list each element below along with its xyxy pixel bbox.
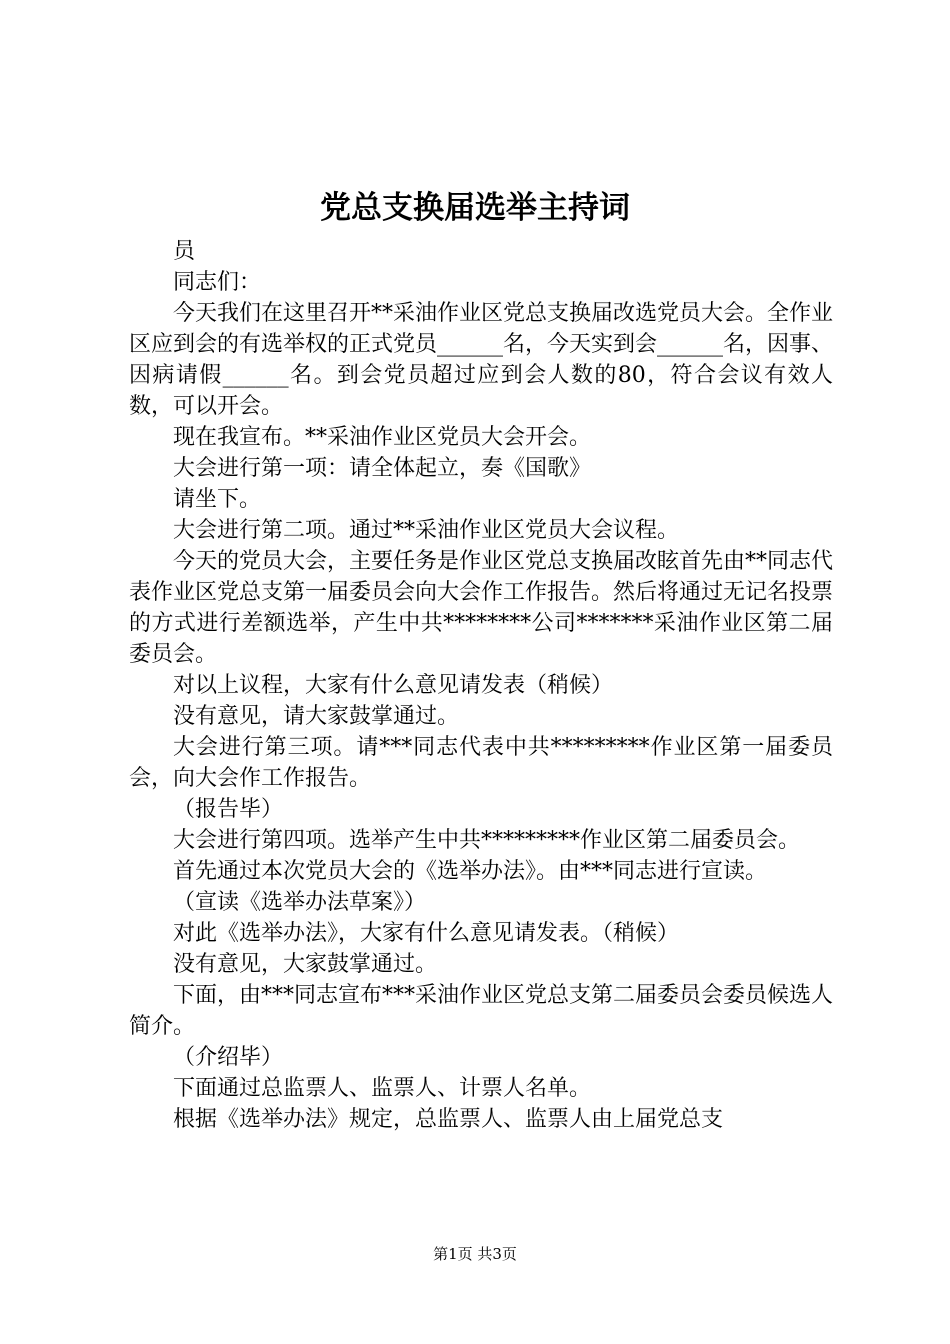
paragraph-9: 对以上议程，大家有什么意见请发表（稍候） [173,673,614,698]
paragraph-11: 大会进行第三项。请***同志代表中共*********作业区第一届委员会，向大会作工作报告。 [129,735,833,791]
paragraph-10: 没有意见，请大家鼓掌通过。 [173,704,460,729]
document-title: 党总支换届选举主持词 [320,190,630,226]
paragraph-14: 首先通过本次党员大会的《选举办法》。由***同志进行宣读。 [173,859,768,884]
paragraph-17: 没有意见，大家鼓掌通过。 [173,952,438,977]
paragraph-2: 同志们： [173,270,262,295]
paragraph-13: 大会进行第四项。选举产生中共*********作业区第二届委员会。 [173,828,801,853]
paragraph-12: （报告毕） [173,797,284,822]
paragraph-20: 下面通过总监票人、监票人、计票人名单。 [173,1076,592,1101]
paragraph-5: 大会进行第一项：请全体起立，奏《国歌》 [173,456,592,481]
paragraph-8: 今天的党员大会，主要任务是作业区党总支换届改眩首先由**同志代表作业区党总支第一届委员会向大会作工作报告。然后将通过无记名投票的方式进行差额选举，产生中共********公司*******采油作业区第二届委员会。 [129,549,834,667]
paragraph-18: 下面，由***同志宣布***采油作业区党总支第二届委员会委员候选人简介。 [129,983,834,1039]
paragraph-19: （介绍毕） [173,1045,284,1070]
paragraph-4: 现在我宣布。**采油作业区党员大会开会。 [173,425,592,450]
paragraph-6: 请坐下。 [173,487,262,512]
paragraph-21: 根据《选举办法》规定，总监票人、监票人由上届党总支 [173,1107,724,1132]
paragraph-15: （宣读《选举办法草案》） [173,890,427,915]
paragraph-3: 今天我们在这里召开**采油作业区党总支换届改选党员大会。全作业区应到会的有选举权的正式党员______名，今天实到会______名，因事、因病请假______名。到会党员超过应到会人数的80，符合会议有效人数，可以开会。 [129,301,834,419]
document-body [129,236,833,1135]
paragraph-1: 员 [173,239,196,264]
page-number-footer: 第1页 共3页 [433,1245,517,1263]
paragraph-16: 对此《选举办法》，大家有什么意见请发表。（稍候） [173,921,680,946]
paragraph-7: 大会进行第二项。通过**采油作业区党员大会议程。 [173,518,680,543]
